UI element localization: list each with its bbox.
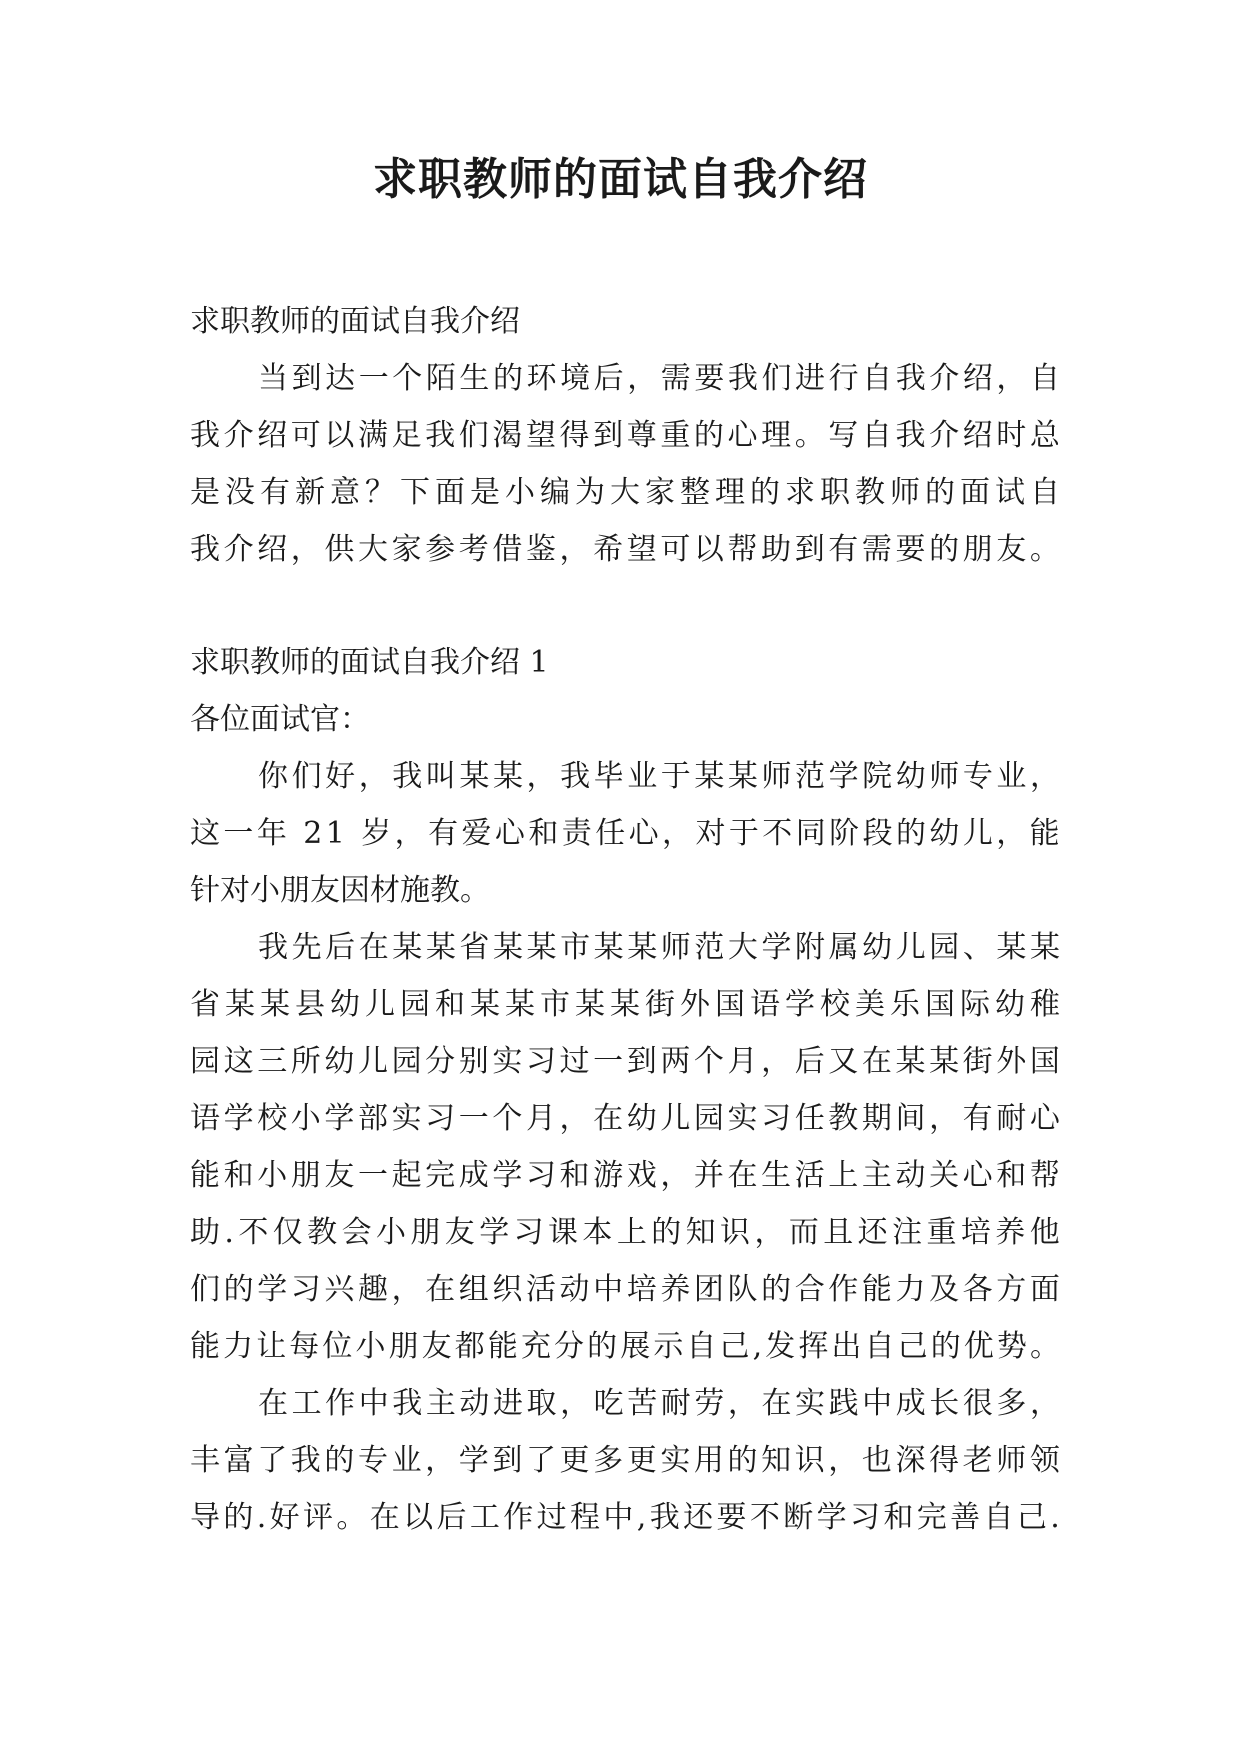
- intro-line: 当 到 达 一 个 陌 生 的 环 境 后 ， 需 要 我 们 进 行 自 我 介 绍 ， 自: [258, 361, 1060, 396]
- para2-line: 能 和 小 朋 友 一 起 完 成 学 习 和 游 戏 ， 并 在 生 活 上 主 动 关 心 和 帮: [190, 1158, 1060, 1193]
- para1-line: 你 们 好 ， 我 叫 某 某 ， 我 毕 业 于 某 某 师 范 学 院 幼 师 专 业 ，: [258, 759, 1060, 794]
- para3-line: 在 工 作 中 我 主 动 进 取 ， 吃 苦 耐 劳 ， 在 实 践 中 成 长 很 多 ，: [258, 1386, 1060, 1421]
- section-spacer: [190, 578, 1060, 634]
- intro-line: 是 没 有 新 意 ？ 下 面 是 小 编 为 大 家 整 理 的 求 职 教 师 的 面 试 自: [190, 475, 1060, 510]
- para2-line: 能 力 让 每 位 小 朋 友 都 能 充 分 的 展 示 自 己 , 发 挥 出 自 己 的 优 势 。: [190, 1329, 1060, 1364]
- para2-line: 我 先 后 在 某 某 省 某 某 市 某 某 师 范 大 学 附 属 幼 儿 园 、 某 某: [258, 930, 1060, 965]
- para2-line: 园 这 三 所 幼 儿 园 分 别 实 习 过 一 到 两 个 月 ， 后 又 在 某 某 街 外 国: [190, 1044, 1060, 1079]
- para1-line: 针对小朋友因材施教。: [190, 873, 490, 908]
- document-title: 求职教师的面试自我介绍: [373, 154, 868, 205]
- subtitle-line: 求职教师的面试自我介绍: [190, 304, 520, 339]
- intro-line: 我 介 绍 ， 供 大 家 参 考 借 鉴 ， 希 望 可 以 帮 助 到 有 需 要 的 朋 友 。: [190, 532, 1060, 567]
- salutation: 各位面试官：: [190, 702, 370, 737]
- para2-line: 省 某 某 县 幼 儿 园 和 某 某 市 某 某 街 外 国 语 学 校 美 乐 国 际 幼 稚: [190, 987, 1060, 1022]
- para1-line: 这 一 年 2 1 岁 ， 有 爱 心 和 责 任 心 ， 对 于 不 同 阶 段 的 幼 儿 ， 能: [190, 816, 1060, 851]
- para2-line: 语 学 校 小 学 部 实 习 一 个 月 ， 在 幼 儿 园 实 习 任 教 期 间 ， 有 耐 心: [190, 1101, 1060, 1136]
- intro-line: 我 介 绍 可 以 满 足 我 们 渴 望 得 到 尊 重 的 心 理 。 写 自 我 介 绍 时 总: [190, 418, 1060, 453]
- document-body: [190, 293, 1060, 1546]
- para2-line: 助 . 不 仅 教 会 小 朋 友 学 习 课 本 上 的 知 识 ， 而 且 还 注 重 培 养 他: [190, 1215, 1060, 1250]
- section1-heading: 求职教师的面试自我介绍 1: [190, 645, 549, 680]
- para2-line: 们 的 学 习 兴 趣 ， 在 组 织 活 动 中 培 养 团 队 的 合 作 能 力 及 各 方 面: [190, 1272, 1060, 1307]
- para3-line: 丰 富 了 我 的 专 业 ， 学 到 了 更 多 更 实 用 的 知 识 ， 也 深 得 老 师 领: [190, 1443, 1060, 1478]
- para3-line: 导 的 . 好 评 。 在 以 后 工 作 过 程 中 , 我 还 要 不 断 学 习 和 完 善 自 己 .: [190, 1500, 1060, 1535]
